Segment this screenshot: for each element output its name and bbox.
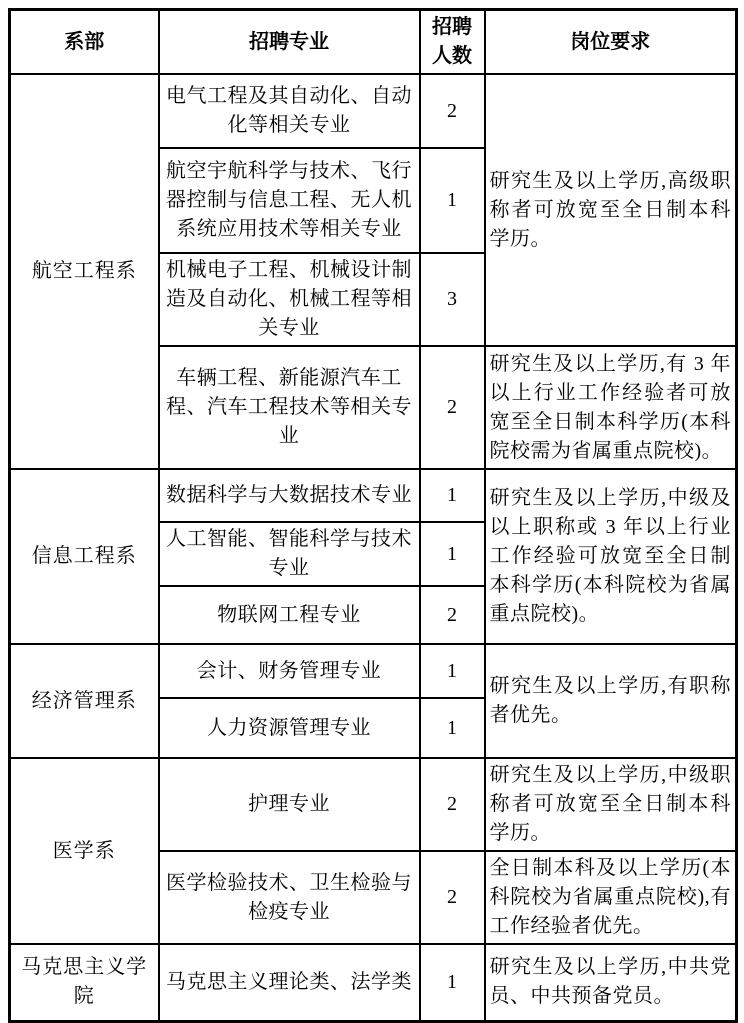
table-row xyxy=(10,758,737,851)
requirements-cell: 研究生及以上学历,中共党员、中共预备党员。 xyxy=(485,944,737,1021)
department-cell: 航空工程系 xyxy=(10,74,159,469)
count-cell: 1 xyxy=(420,148,485,253)
major-cell: 机械电子工程、机械设计制造及自动化、机械工程等相关专业 xyxy=(159,253,420,346)
header-cell-department: 系部 xyxy=(10,10,159,75)
count-cell: 2 xyxy=(420,74,485,148)
count-cell: 1 xyxy=(420,522,485,586)
requirements-cell: 研究生及以上学历,有职称者优先。 xyxy=(485,644,737,758)
department-cell: 信息工程系 xyxy=(10,469,159,644)
count-cell: 3 xyxy=(420,253,485,346)
count-cell: 2 xyxy=(420,758,485,851)
count-cell: 1 xyxy=(420,698,485,758)
major-cell: 车辆工程、新能源汽车工程、汽车工程技术等相关专业 xyxy=(159,346,420,469)
header-cell-count: 招聘人数 xyxy=(420,10,485,75)
department-cell: 马克思主义学院 xyxy=(10,944,159,1021)
major-cell: 人力资源管理专业 xyxy=(159,698,420,758)
major-cell: 航空宇航科学与技术、飞行器控制与信息工程、无人机系统应用技术等相关专业 xyxy=(159,148,420,253)
table-row xyxy=(10,944,737,1021)
header-cell-major: 招聘专业 xyxy=(159,10,420,75)
major-cell: 数据科学与大数据技术专业 xyxy=(159,469,420,522)
table-row xyxy=(10,74,737,148)
major-cell: 马克思主义理论类、法学类 xyxy=(159,944,420,1021)
department-cell: 经济管理系 xyxy=(10,644,159,758)
major-cell: 电气工程及其自动化、自动化等相关专业 xyxy=(159,74,420,148)
requirements-cell: 研究生及以上学历,有 3 年以上行业工作经验者可放宽至全日制本科学历(本科院校需为省属重点院校)。 xyxy=(485,346,737,469)
table-row xyxy=(10,469,737,522)
count-cell: 2 xyxy=(420,851,485,944)
header-row xyxy=(10,10,737,75)
count-cell: 2 xyxy=(420,586,485,644)
requirements-cell: 研究生及以上学历,中级及以上职称或 3 年以上行业工作经验可放宽至全日制本科学历(本科院校为省属重点院校)。 xyxy=(485,469,737,644)
major-cell: 人工智能、智能科学与技术专业 xyxy=(159,522,420,586)
major-cell: 医学检验技术、卫生检验与检疫专业 xyxy=(159,851,420,944)
recruitment-table xyxy=(8,8,738,1023)
major-cell: 护理专业 xyxy=(159,758,420,851)
department-cell: 医学系 xyxy=(10,758,159,944)
count-cell: 1 xyxy=(420,469,485,522)
table-row xyxy=(10,644,737,698)
count-cell: 1 xyxy=(420,644,485,698)
major-cell: 物联网工程专业 xyxy=(159,586,420,644)
count-cell: 1 xyxy=(420,944,485,1021)
count-cell: 2 xyxy=(420,346,485,469)
requirements-cell: 全日制本科及以上学历(本科院校为省属重点院校),有工作经验者优先。 xyxy=(485,851,737,944)
major-cell: 会计、财务管理专业 xyxy=(159,644,420,698)
requirements-cell: 研究生及以上学历,中级职称者可放宽至全日制本科学历。 xyxy=(485,758,737,851)
requirements-cell: 研究生及以上学历,高级职称者可放宽至全日制本科学历。 xyxy=(485,74,737,346)
header-cell-requirements: 岗位要求 xyxy=(485,10,737,75)
